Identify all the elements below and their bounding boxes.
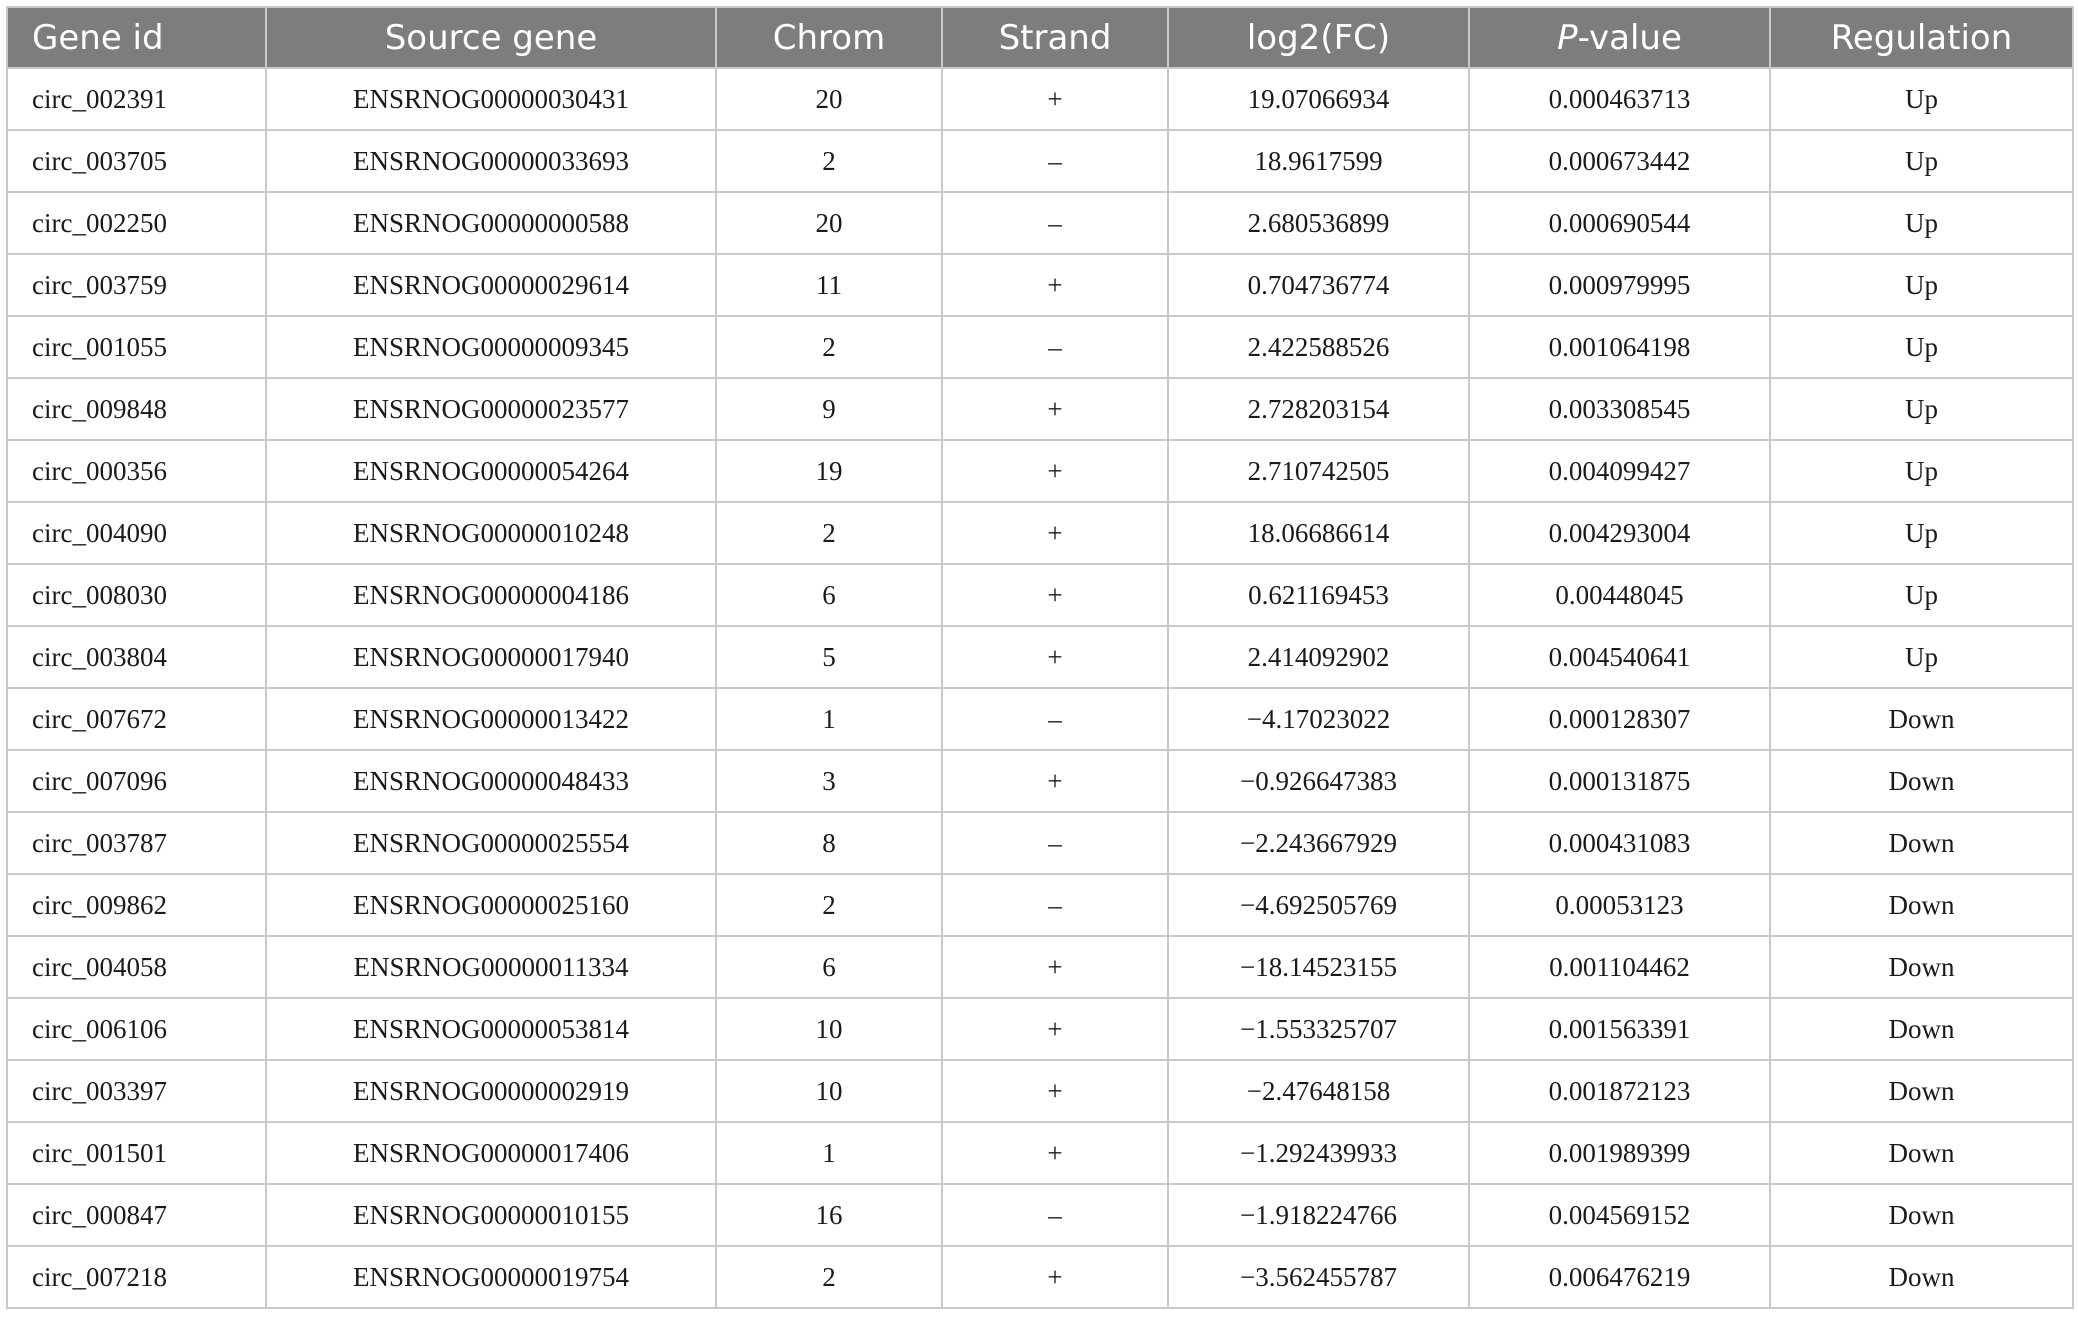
cell-chrom: 9 [716, 378, 942, 440]
cell-pvalue: 0.000690544 [1469, 192, 1770, 254]
cell-log2fc: 2.680536899 [1168, 192, 1469, 254]
cell-strand: + [942, 440, 1168, 502]
table-row [7, 564, 2073, 626]
cell-log2fc: −1.918224766 [1168, 1184, 1469, 1246]
cell-strand: – [942, 316, 1168, 378]
header-source-gene: Source gene [266, 7, 716, 68]
cell-pvalue: 0.001563391 [1469, 998, 1770, 1060]
table-row [7, 378, 2073, 440]
table-row [7, 192, 2073, 254]
table-row [7, 254, 2073, 316]
cell-chrom: 2 [716, 502, 942, 564]
cell-log2fc: 18.06686614 [1168, 502, 1469, 564]
cell-pvalue: 0.00448045 [1469, 564, 1770, 626]
cell-source-gene: ENSRNOG00000030431 [266, 68, 716, 130]
cell-log2fc: −0.926647383 [1168, 750, 1469, 812]
cell-chrom: 2 [716, 316, 942, 378]
header-regulation: Regulation [1770, 7, 2073, 68]
cell-source-gene: ENSRNOG00000033693 [266, 130, 716, 192]
cell-log2fc: 19.07066934 [1168, 68, 1469, 130]
cell-chrom: 6 [716, 564, 942, 626]
cell-pvalue: 0.000128307 [1469, 688, 1770, 750]
cell-source-gene: ENSRNOG00000053814 [266, 998, 716, 1060]
cell-regulation: Up [1770, 626, 2073, 688]
cell-source-gene: ENSRNOG00000000588 [266, 192, 716, 254]
table-row [7, 502, 2073, 564]
cell-chrom: 11 [716, 254, 942, 316]
table-row [7, 750, 2073, 812]
cell-strand: – [942, 192, 1168, 254]
cell-regulation: Up [1770, 68, 2073, 130]
cell-pvalue: 0.004540641 [1469, 626, 1770, 688]
cell-pvalue: 0.000131875 [1469, 750, 1770, 812]
cell-log2fc: 2.710742505 [1168, 440, 1469, 502]
cell-regulation: Up [1770, 564, 2073, 626]
cell-source-gene: ENSRNOG00000017406 [266, 1122, 716, 1184]
table-row [7, 1246, 2073, 1308]
table-row [7, 688, 2073, 750]
cell-regulation: Up [1770, 378, 2073, 440]
cell-regulation: Up [1770, 130, 2073, 192]
cell-strand: + [942, 1246, 1168, 1308]
cell-regulation: Up [1770, 254, 2073, 316]
cell-log2fc: 18.9617599 [1168, 130, 1469, 192]
table-row [7, 626, 2073, 688]
cell-source-gene: ENSRNOG00000017940 [266, 626, 716, 688]
cell-regulation: Down [1770, 812, 2073, 874]
table-row [7, 1122, 2073, 1184]
cell-gene-id: circ_009848 [7, 378, 266, 440]
cell-gene-id: circ_001501 [7, 1122, 266, 1184]
cell-log2fc: 2.414092902 [1168, 626, 1469, 688]
cell-log2fc: −2.47648158 [1168, 1060, 1469, 1122]
cell-gene-id: circ_007218 [7, 1246, 266, 1308]
cell-regulation: Up [1770, 502, 2073, 564]
cell-chrom: 10 [716, 998, 942, 1060]
cell-pvalue: 0.000673442 [1469, 130, 1770, 192]
cell-gene-id: circ_003397 [7, 1060, 266, 1122]
cell-regulation: Down [1770, 1060, 2073, 1122]
header-pvalue [1469, 7, 1770, 68]
cell-chrom: 1 [716, 688, 942, 750]
cell-chrom: 2 [716, 130, 942, 192]
cell-gene-id: circ_000356 [7, 440, 266, 502]
cell-pvalue: 0.006476219 [1469, 1246, 1770, 1308]
cell-source-gene: ENSRNOG00000025554 [266, 812, 716, 874]
cell-source-gene: ENSRNOG00000010155 [266, 1184, 716, 1246]
cell-pvalue: 0.00053123 [1469, 874, 1770, 936]
cell-regulation: Down [1770, 750, 2073, 812]
cell-source-gene: ENSRNOG00000011334 [266, 936, 716, 998]
cell-pvalue: 0.001989399 [1469, 1122, 1770, 1184]
cell-strand: – [942, 812, 1168, 874]
data-table-container [6, 6, 2072, 1309]
cell-gene-id: circ_002391 [7, 68, 266, 130]
cell-regulation: Down [1770, 1184, 2073, 1246]
header-gene-id: Gene id [7, 7, 266, 68]
cell-chrom: 5 [716, 626, 942, 688]
cell-log2fc: 0.621169453 [1168, 564, 1469, 626]
cell-pvalue: 0.000463713 [1469, 68, 1770, 130]
cell-log2fc: −18.14523155 [1168, 936, 1469, 998]
cell-strand: + [942, 1122, 1168, 1184]
cell-gene-id: circ_003705 [7, 130, 266, 192]
cell-log2fc: −2.243667929 [1168, 812, 1469, 874]
cell-gene-id: circ_009862 [7, 874, 266, 936]
cell-strand: – [942, 130, 1168, 192]
cell-chrom: 16 [716, 1184, 942, 1246]
cell-strand: – [942, 688, 1168, 750]
cell-gene-id: circ_007672 [7, 688, 266, 750]
cell-source-gene: ENSRNOG00000023577 [266, 378, 716, 440]
cell-regulation: Down [1770, 936, 2073, 998]
table-row [7, 1184, 2073, 1246]
cell-pvalue: 0.001872123 [1469, 1060, 1770, 1122]
cell-gene-id: circ_004090 [7, 502, 266, 564]
cell-chrom: 6 [716, 936, 942, 998]
cell-log2fc: −3.562455787 [1168, 1246, 1469, 1308]
cell-gene-id: circ_003759 [7, 254, 266, 316]
table-row [7, 936, 2073, 998]
cell-source-gene: ENSRNOG00000029614 [266, 254, 716, 316]
cell-strand: + [942, 564, 1168, 626]
cell-pvalue: 0.001104462 [1469, 936, 1770, 998]
cell-chrom: 10 [716, 1060, 942, 1122]
cell-log2fc: −4.692505769 [1168, 874, 1469, 936]
header-strand: Strand [942, 7, 1168, 68]
table-row [7, 812, 2073, 874]
cell-source-gene: ENSRNOG00000002919 [266, 1060, 716, 1122]
cell-source-gene: ENSRNOG00000048433 [266, 750, 716, 812]
cell-source-gene: ENSRNOG00000010248 [266, 502, 716, 564]
cell-regulation: Down [1770, 874, 2073, 936]
cell-regulation: Up [1770, 316, 2073, 378]
cell-source-gene: ENSRNOG00000025160 [266, 874, 716, 936]
table-row [7, 68, 2073, 130]
cell-regulation: Down [1770, 998, 2073, 1060]
cell-regulation: Up [1770, 192, 2073, 254]
cell-pvalue: 0.004099427 [1469, 440, 1770, 502]
cell-gene-id: circ_003804 [7, 626, 266, 688]
cell-pvalue: 0.003308545 [1469, 378, 1770, 440]
cell-log2fc: 2.422588526 [1168, 316, 1469, 378]
cell-chrom: 20 [716, 68, 942, 130]
cell-strand: + [942, 502, 1168, 564]
cell-gene-id: circ_008030 [7, 564, 266, 626]
circrna-table [6, 6, 2074, 1309]
cell-strand: + [942, 936, 1168, 998]
table-body [7, 68, 2073, 1308]
cell-gene-id: circ_001055 [7, 316, 266, 378]
cell-strand: + [942, 254, 1168, 316]
cell-strand: + [942, 626, 1168, 688]
header-pvalue-p: P [1557, 17, 1578, 58]
header-pvalue-suffix: -value [1577, 17, 1682, 58]
cell-source-gene: ENSRNOG00000019754 [266, 1246, 716, 1308]
cell-gene-id: circ_003787 [7, 812, 266, 874]
cell-log2fc: −1.553325707 [1168, 998, 1469, 1060]
header-chrom: Chrom [716, 7, 942, 68]
cell-regulation: Up [1770, 440, 2073, 502]
cell-log2fc: 2.728203154 [1168, 378, 1469, 440]
cell-strand: + [942, 68, 1168, 130]
cell-pvalue: 0.004293004 [1469, 502, 1770, 564]
cell-chrom: 8 [716, 812, 942, 874]
cell-strand: + [942, 998, 1168, 1060]
cell-gene-id: circ_004058 [7, 936, 266, 998]
cell-pvalue: 0.000979995 [1469, 254, 1770, 316]
cell-regulation: Down [1770, 1122, 2073, 1184]
cell-regulation: Down [1770, 1246, 2073, 1308]
table-row [7, 316, 2073, 378]
cell-strand: + [942, 1060, 1168, 1122]
cell-log2fc: −1.292439933 [1168, 1122, 1469, 1184]
cell-pvalue: 0.000431083 [1469, 812, 1770, 874]
cell-source-gene: ENSRNOG00000013422 [266, 688, 716, 750]
cell-chrom: 2 [716, 874, 942, 936]
cell-strand: – [942, 1184, 1168, 1246]
cell-regulation: Down [1770, 688, 2073, 750]
table-row [7, 130, 2073, 192]
cell-chrom: 2 [716, 1246, 942, 1308]
cell-source-gene: ENSRNOG00000054264 [266, 440, 716, 502]
header-log2fc: log2(FC) [1168, 7, 1469, 68]
table-row [7, 1060, 2073, 1122]
cell-strand: – [942, 874, 1168, 936]
cell-strand: + [942, 378, 1168, 440]
cell-gene-id: circ_000847 [7, 1184, 266, 1246]
table-row [7, 440, 2073, 502]
cell-source-gene: ENSRNOG00000004186 [266, 564, 716, 626]
cell-pvalue: 0.004569152 [1469, 1184, 1770, 1246]
table-header-row [7, 7, 2073, 68]
cell-pvalue: 0.001064198 [1469, 316, 1770, 378]
cell-gene-id: circ_006106 [7, 998, 266, 1060]
cell-log2fc: −4.17023022 [1168, 688, 1469, 750]
cell-chrom: 1 [716, 1122, 942, 1184]
cell-gene-id: circ_002250 [7, 192, 266, 254]
cell-chrom: 3 [716, 750, 942, 812]
cell-strand: + [942, 750, 1168, 812]
table-row [7, 874, 2073, 936]
cell-log2fc: 0.704736774 [1168, 254, 1469, 316]
cell-gene-id: circ_007096 [7, 750, 266, 812]
table-row [7, 998, 2073, 1060]
cell-chrom: 20 [716, 192, 942, 254]
cell-chrom: 19 [716, 440, 942, 502]
cell-source-gene: ENSRNOG00000009345 [266, 316, 716, 378]
